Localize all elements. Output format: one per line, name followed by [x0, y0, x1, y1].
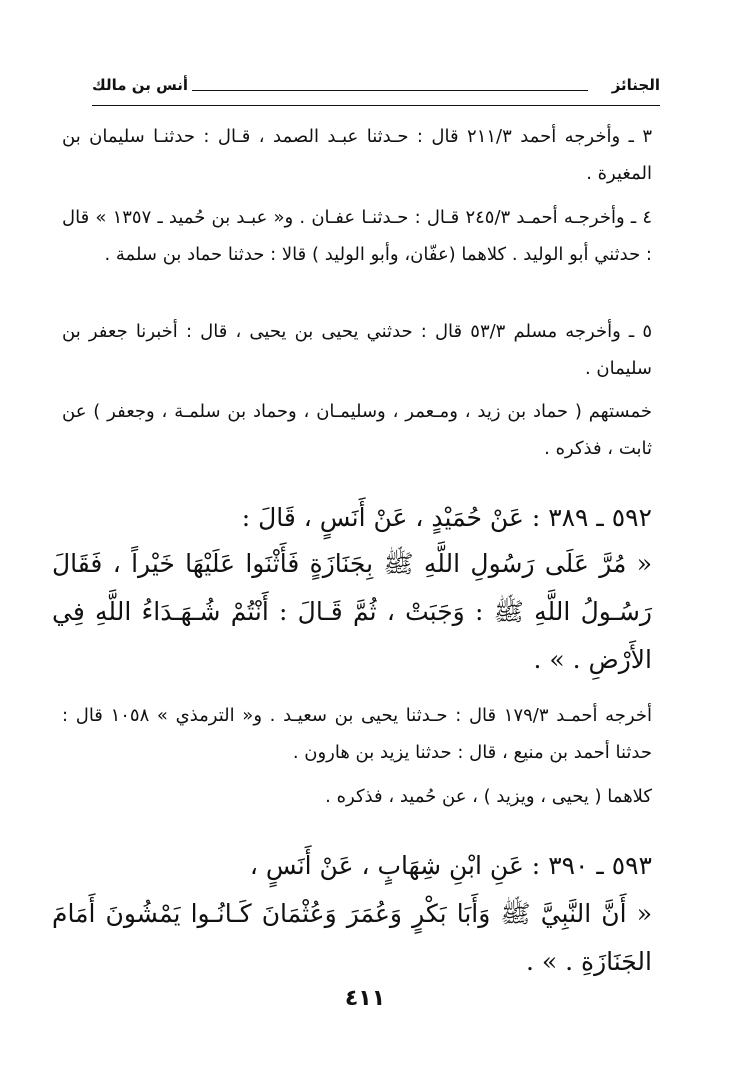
hadith-592-summary: كلاهما ( يحيى ، ويزيد ) ، عن حُميد ، فذكره . — [325, 786, 652, 807]
header-rule — [92, 105, 660, 106]
source-summary-paragraph: خمستهم ( حماد بن زيد ، ومـعمر ، وسليمـان ، وحماد بن سلمـة ، وجعفر ) عن ثابت ، فذكره . — [62, 401, 652, 459]
source-paragraph-3: ٣ ـ وأخرجه أحمد ٢١١/٣ قال : حـدثنا عبـد الصمد ، قـال : حدثنـا سليمان بن المغيرة . — [62, 126, 653, 184]
page-number: ٤١١ — [344, 986, 386, 1011]
hadith-593-title: ٥٩٣ ـ ٣٩٠ : عَنِ ابْنِ شِهَابٍ ، عَنْ أَنَسٍ ، — [249, 851, 652, 880]
header-dash-line — [172, 90, 588, 91]
hadith-593-text: « أَنَّ النَّبِيَّ ﷺ وَأَبَا بَكْرٍ وَعُمَرَ وَعُثْمَانَ كَـانُـوا يَمْشُونَ أَمَامَ الجَنَازَةِ . » . — [52, 899, 652, 976]
header-book: أنس بن مالك — [92, 76, 192, 94]
hadith-592-title: ٥٩٢ ـ ٣٨٩ : عَنْ حُمَيْدٍ ، عَنْ أَنَسٍ ، قَالَ : — [241, 503, 652, 532]
hadith-592-text: « مُرَّ عَلَى رَسُولِ اللَّهِ ﷺ بِجَنَازَةٍ فَأَثْنَوا عَلَيْهَا خَيْراً ، فَقَالَ رَسُـولُ اللَّهِ ﷺ : وَجَبَتْ ، ثُمَّ قَـالَ : أَنْتُمْ شُـهَـدَاءُ اللَّهِ فِي الأَرْضِ . » . — [52, 549, 652, 674]
source-paragraph-4: ٤ ـ وأخرجـه أحمـد ٢٤٥/٣ قـال : حـدثنـا عفـان . و« عبـد بن حُميد ـ ١٣٥٧ » قال : حدثني أبو الوليد . كلاهما (عفّان، وأبو الوليد ) قالا : حدثنا حماد بن سلمة . — [62, 207, 652, 265]
header-chapter: الجنائز — [608, 76, 660, 94]
source-paragraph-5: ٥ ـ وأخرجه مسلم ٥٣/٣ قال : حدثني يحيى بن يحيى ، قال : أخبرنا جعفر بن سليمان . — [62, 321, 653, 379]
hadith-592-sources: أخرجه أحمـد ١٧٩/٣ قال : حـدثنا يحيى بن سعيـد . و« الترمذي » ١٠٥٨ قال : حدثنا أحمد بن منيع ، قال : حدثنا يزيد بن هارون . — [62, 705, 652, 763]
running-header — [92, 76, 660, 102]
